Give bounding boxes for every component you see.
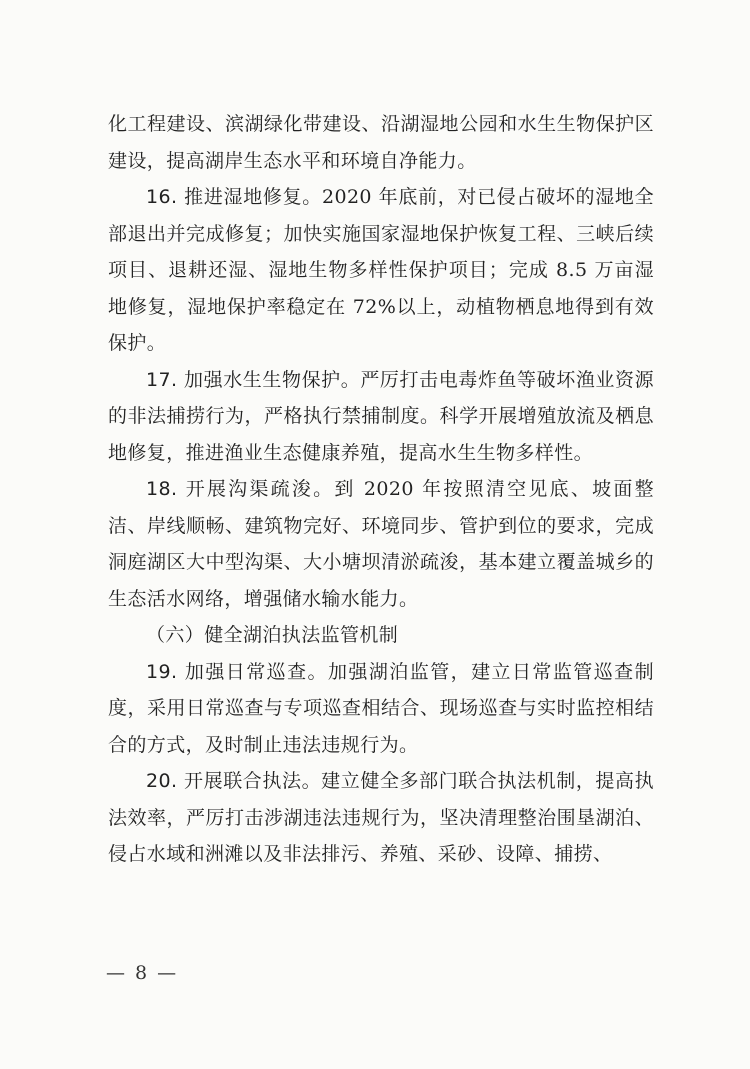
body-text <box>108 106 654 873</box>
paragraph-20 <box>108 763 654 873</box>
paragraph-lead: 19. 加强日常巡查。 <box>146 660 328 683</box>
paragraph-text: 到 2020 年按照清空见底、坡面整洁、岸线顺畅、建筑物完好、环境同步、管护到位的要求，完成洞庭湖区大中型沟渠、大小塘坝清淤疏浚，基本建立覆盖城乡的生态活水网络，增强储水输水能力。 <box>108 478 654 610</box>
paragraph-text: 严厉打击电毒炸鱼等破坏渔业资源的非法捕捞行为，严格执行禁捕制度。科学开展增殖放流及栖息地修复，推进渔业生态健康养殖，提高水生生物多样性。 <box>108 368 654 464</box>
paragraph-17 <box>108 362 654 472</box>
paragraph-continuation <box>108 106 654 179</box>
section-heading: （六）健全湖泊执法监管机制 <box>146 624 399 646</box>
paragraph-18 <box>108 471 654 617</box>
paragraph-text: 加强湖泊监管，建立日常监管巡查制度，采用日常巡查与专项巡查相结合、现场巡查与实时监控相结合的方式，及时制止违法违规行为。 <box>108 660 654 756</box>
paragraph-16 <box>108 179 654 362</box>
page-number: — 8 — <box>106 962 179 984</box>
paragraph-text: 2020 年底前，对已侵占破坏的湿地全部退出并完成修复；加快实施国家湿地保护恢复工程、三峡后续项目、退耕还湿、湿地生物多样性保护项目；完成 8.5 万亩湿地修复，湿地保护率稳定在 72%以上，动植物栖息地得到有效保护。 <box>108 186 654 354</box>
paragraph-text: 化工程建设、滨湖绿化带建设、沿湖湿地公园和水生生物保护区建设，提高湖岸生态水平和环境自净能力。 <box>108 113 654 172</box>
paragraph-lead: 17. 加强水生生物保护。 <box>146 368 361 391</box>
paragraph-text: 建立健全多部门联合执法机制，提高执法效率，严厉打击涉湖违法违规行为，坚决清理整治围垦湖泊、侵占水域和洲滩以及非法排污、养殖、采砂、设障、捕捞、 <box>108 770 654 865</box>
paragraph-lead: 16. 推进湿地修复。 <box>146 186 322 208</box>
paragraph-lead: 18. 开展沟渠疏浚。 <box>146 478 335 500</box>
paragraph-lead: 20. 开展联合执法。 <box>146 770 322 792</box>
paragraph-19 <box>108 654 654 764</box>
